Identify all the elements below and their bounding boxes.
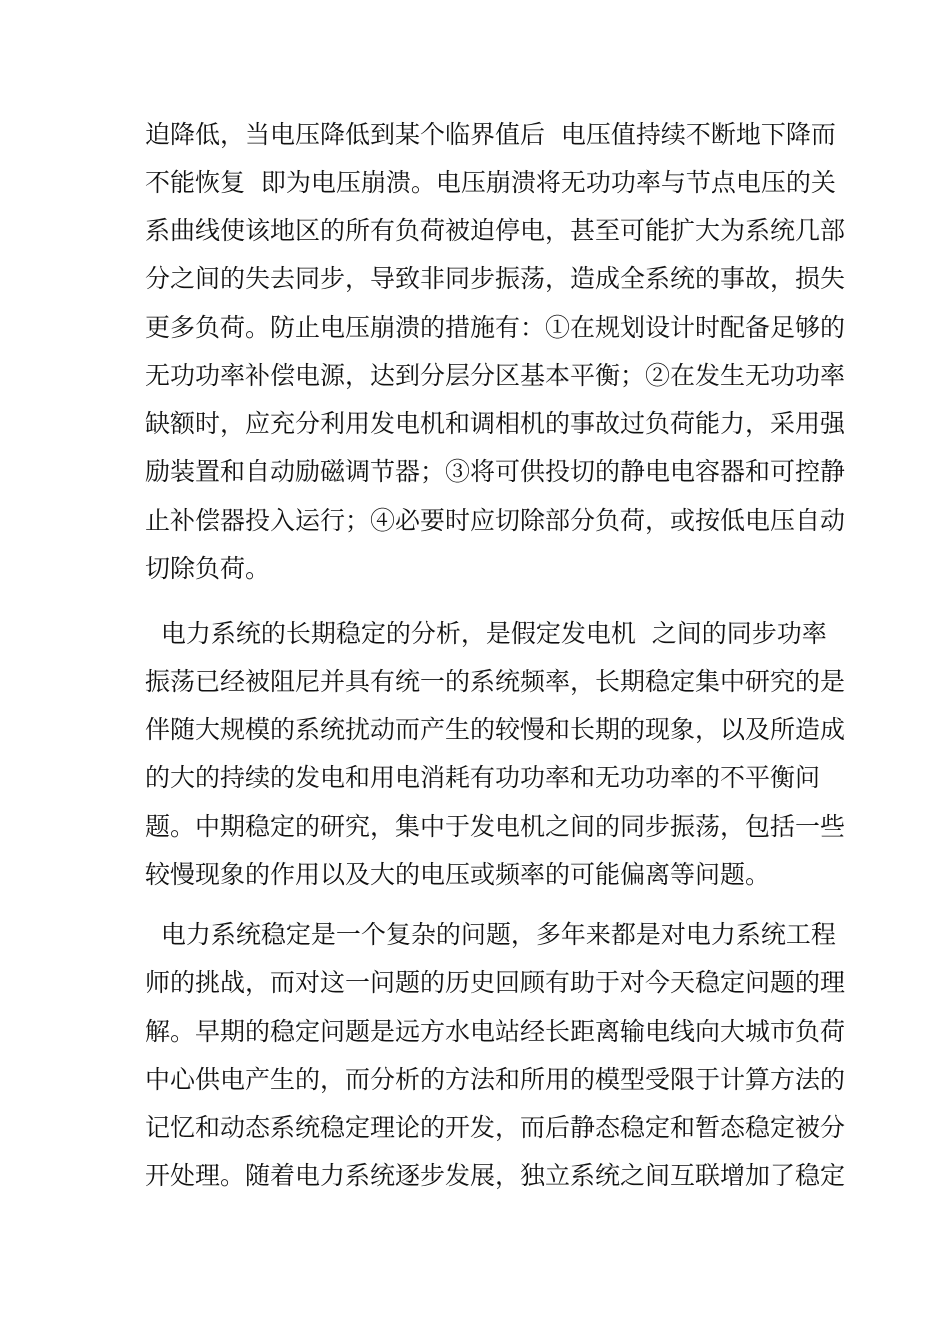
text-line: 的大的持续的发电和用电消耗有功功率和无功功率的不平衡问	[145, 763, 821, 792]
text-line: 较慢现象的作用以及大的电压或频率的可能偏离等问题。	[145, 860, 771, 889]
text-line: 振荡已经被阻尼并具有统一的系统频率，长期稳定集中研究的是	[145, 667, 846, 696]
text-line: 无功功率补偿电源，达到分层分区基本平衡；②在发生无功功率	[145, 361, 846, 390]
text-line: 迫降低，当电压降低到某个临界值后 电压值持续不断地下降而	[145, 120, 836, 149]
text-line: 励装置和自动励磁调节器；③将可供投切的静电电容器和可控静	[145, 457, 846, 486]
text-line: 开处理。随着电力系统逐步发展，独立系统之间互联增加了稳定	[145, 1161, 846, 1190]
text-line: 更多负荷。防止电压崩溃的措施有：①在规划设计时配备足够的	[145, 313, 846, 342]
text-line: 缺额时，应充分利用发电机和调相机的事故过负荷能力，采用强	[145, 409, 846, 438]
text-line: 电力系统稳定是一个复杂的问题，多年来都是对电力系统工程	[145, 920, 836, 949]
text-line: 中心供电产生的，而分析的方法和所用的模型受限于计算方法的	[145, 1065, 846, 1094]
text-line: 分之间的失去同步，导致非同步振荡，造成全系统的事故，损失	[145, 264, 846, 293]
text-line: 不能恢复 即为电压崩溃。电压崩溃将无功功率与节点电压的关	[145, 168, 836, 197]
text-line: 止补偿器投入运行；④必要时应切除部分负荷，或按低电压自动	[145, 506, 846, 535]
text-line: 切除负荷。	[145, 554, 271, 583]
text-line: 师的挑战，而对这一问题的历史回顾有助于对今天稳定问题的理	[145, 968, 846, 997]
text-line: 题。中期稳定的研究，集中于发电机之间的同步振荡，包括一些	[145, 812, 846, 841]
text-line: 伴随大规模的系统扰动而产生的较慢和长期的现象，以及所造成	[145, 715, 846, 744]
text-line: 电力系统的长期稳定的分析，是假定发电机 之间的同步功率	[145, 619, 827, 648]
text-line: 解。早期的稳定问题是远方水电站经长距离输电线向大城市负荷	[145, 1017, 846, 1046]
text-line: 记忆和动态系统稳定理论的开发，而后静态稳定和暂态稳定被分	[145, 1113, 846, 1142]
text-line: 系曲线使该地区的所有负荷被迫停电，甚至可能扩大为系统几部	[145, 216, 846, 245]
